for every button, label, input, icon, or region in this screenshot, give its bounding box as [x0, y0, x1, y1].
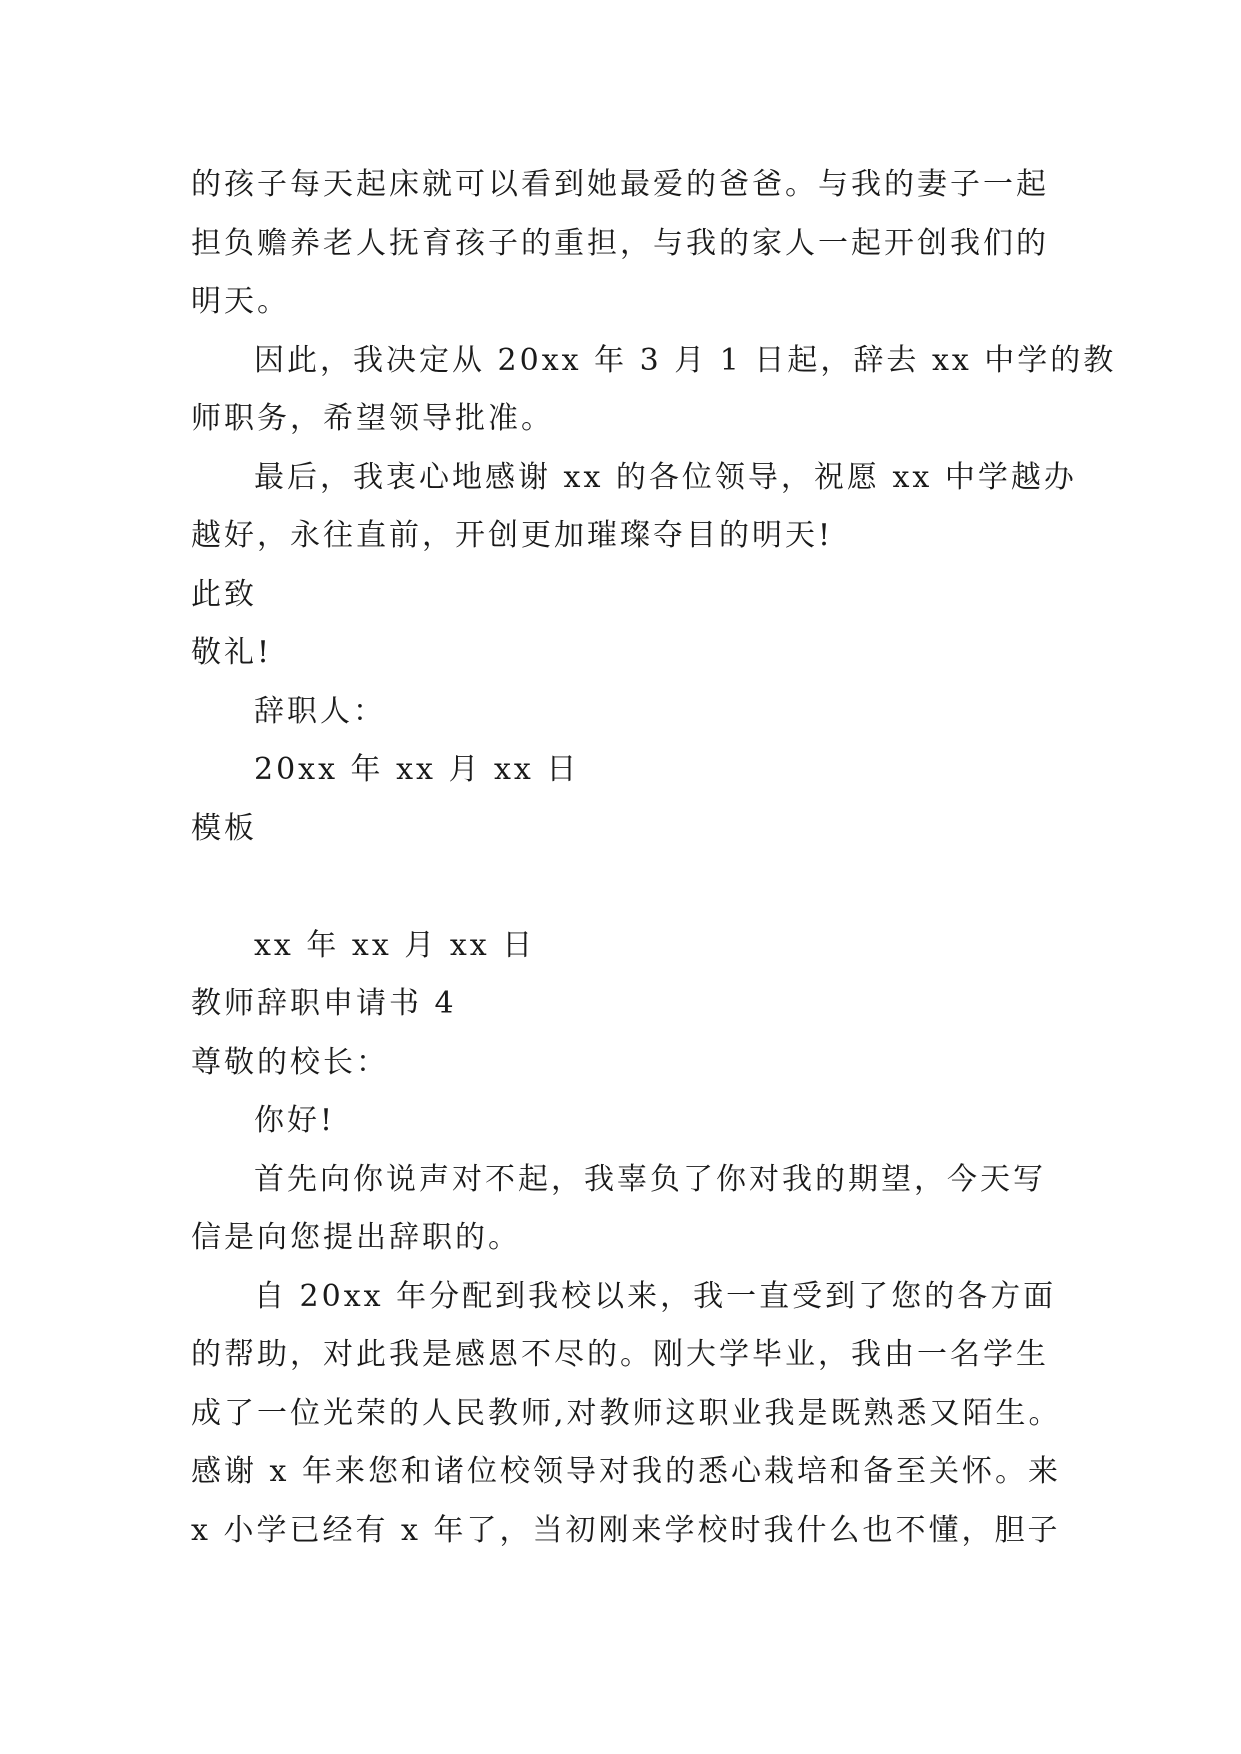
text-line: 你好! [254, 1103, 336, 1138]
closing-salutation: 此致 [191, 576, 257, 612]
closing-regards: 敬礼! [191, 635, 273, 670]
text-line: x 小学已经有 x 年了，当初刚来学校时我什么也不懂，胆子 [191, 1512, 1061, 1548]
text-line: 因此，我决定从 20xx 年 3 月 1 日起，辞去 xx 中学的教 [254, 342, 1117, 378]
blank-line [191, 858, 1051, 917]
text-line: 越好，永往直前，开创更加璀璨夺目的明天! [191, 518, 834, 553]
signature-date: 20xx 年 xx 月 xx 日 [254, 752, 580, 787]
text-line: 信是向您提出辞职的。 [191, 1220, 521, 1255]
text-line: 的孩子每天起床就可以看到她最爱的爸爸。与我的妻子一起 [191, 167, 1049, 202]
section-heading: 模板 [191, 810, 257, 846]
text-line: 最后，我衷心地感谢 xx 的各位领导，祝愿 xx 中学越办 [254, 459, 1077, 495]
text-line: 担负赡养老人抚育孩子的重担，与我的家人一起开创我们的 [191, 225, 1049, 261]
text-line: 感谢 x 年来您和诸位校领导对我的悉心栽培和备至关怀。来 [191, 1454, 1061, 1489]
signature-label: 辞职人： [254, 693, 386, 729]
template-date: xx 年 xx 月 xx 日 [254, 927, 536, 963]
text-line: 师职务，希望领导批准。 [191, 401, 554, 436]
letter-greeting: 尊敬的校长： [191, 1044, 389, 1080]
text-line: 成了一位光荣的人民教师,对教师这职业我是既熟悉又陌生。 [191, 1395, 1062, 1431]
text-line: 的帮助，对此我是感恩不尽的。刚大学毕业，我由一名学生 [191, 1337, 1049, 1372]
text-line: 首先向你说声对不起，我辜负了你对我的期望，今天写 [254, 1161, 1046, 1197]
text-line: 明天。 [191, 284, 290, 319]
text-line: 自 20xx 年分配到我校以来，我一直受到了您的各方面 [254, 1278, 1057, 1314]
document-body [191, 156, 1117, 1560]
letter-title: 教师辞职申请书 4 [191, 986, 457, 1021]
